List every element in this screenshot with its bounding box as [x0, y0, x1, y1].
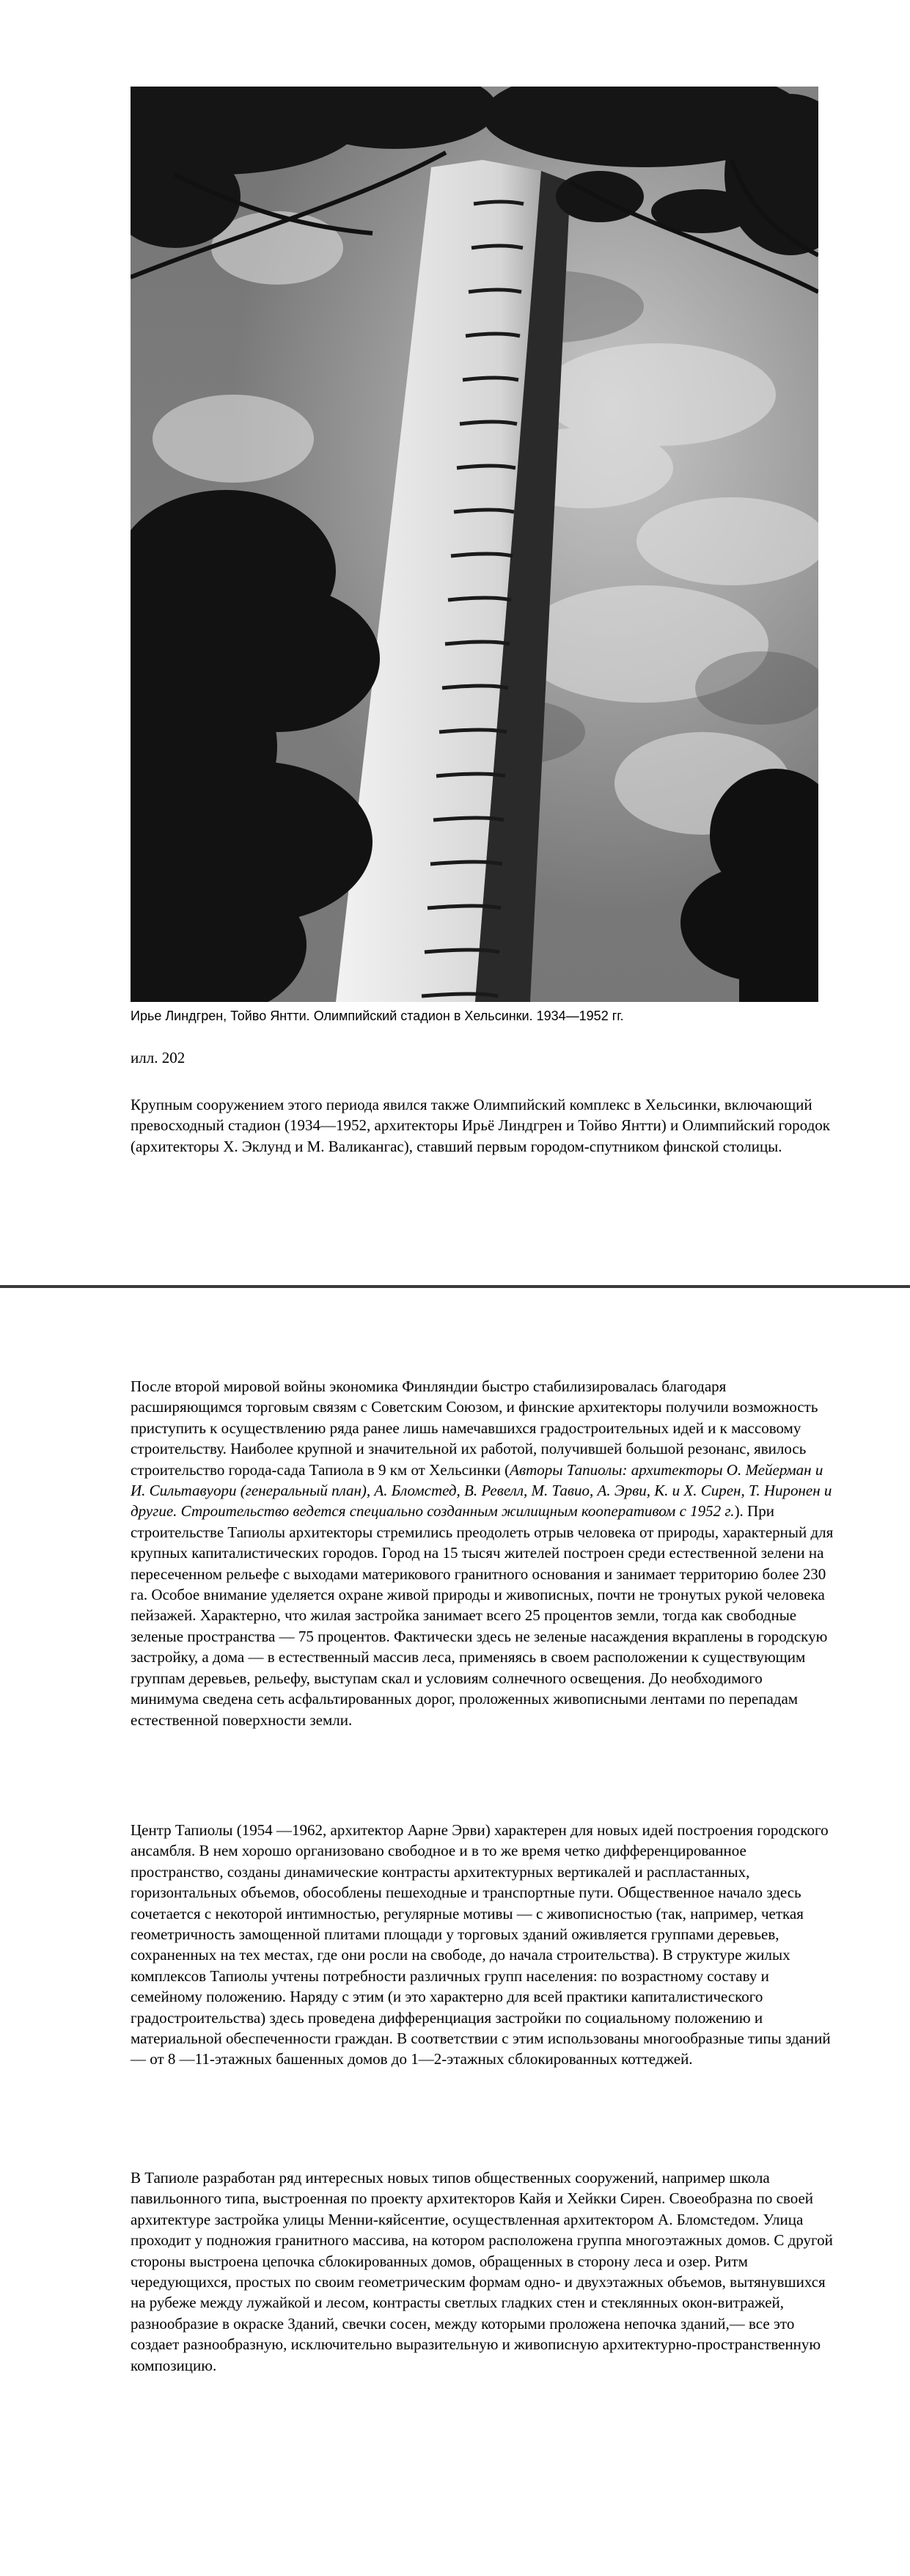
- stadium-tower-photo: [131, 87, 818, 1002]
- paragraph-text: После второй мировой войны экономика Финляндии быстро стабилизировалась благодаря расширяющимся торговым связям с Советским Союзом, и финские архитекторы получили возможность приступить к осуществлению ряда ранее лишь намечавшихся градостроительных идей и к массовому строительству. Наиболее крупной и значительной их работой, получившей большой резонанс, явилось строительство города-сада Тапиола в 9 км от Хельсинки (: [131, 1377, 818, 1479]
- page-one: [0, 0, 910, 1285]
- authors-note: Авторы Тапиолы: архитекторы О. Мейерман и И. Сильтавуори (генеральный план), А. Бломстед, В. Ревелл, М. Тавио, А. Эрви, К. и X. Сирен, Т. Ниронен и другие. Строительство ведется специально созданным жилищным кооперативом с 1952 г.: [131, 1460, 832, 1521]
- photo-illustration: [131, 87, 818, 1002]
- illustration-number: илл. 202: [131, 1049, 186, 1066]
- page1-paragraph: Крупным сооружением этого периода явился также Олимпийский комплекс в Хельсинки, включающий превосходный стадион (1934—1952, архитекторы Ирьё Линдгрен и Тойво Янтти) и Олимпийский городок (архитекторы X. Эклунд и М. Валикангас), ставший первым городом-спутником финской столицы.: [131, 1096, 830, 1155]
- figure-caption: Ирье Линдгрен, Тойво Янтти. Олимпийский стадион в Хельсинки. 1934—1952 гг.: [131, 1009, 624, 1023]
- paragraph-text: ). При строительстве Тапиолы архитекторы стремились преодолеть отрыв человека от природы, характерный для крупных капиталистических городов. Город на 15 тысяч жителей построен среди естественной зелени на пересеченном рельефе с выходами материкового гранитного основания и занимает территорию более 230 га. Особое внимание уделяется охране живой природы и живописных, почти не тронутых рукой человека пейзажей. Характерно, что жилая застройка занимает всего 25 процентов земли, тогда как свободные зеленые пространства — 75 процентов. Фактически здесь не зеленые насаждения вкраплены в городскую застройку, а дома — в естественный массив леса, применяясь в своем расположении к существующим группам деревьев, рельефу, выступам скал и условиям солнечного освещения. До необходимого минимума сведена сеть асфальтированных дорог, проложенных живописными лентами по перепадам естественной поверхности земли.: [131, 1502, 834, 1729]
- page2-paragraph-3: В Тапиоле разработан ряд интересных новых типов общественных сооружений, например школа павильонного типа, выстроенная по проекту архитекторов Кайя и Хейкки Сирен. Своеобразна по своей архитектуре застройка улицы Менни-кяйсентие, осуществленная архитектором А. Бломстедом. Улица проходит у подножия гранитного массива, на котором расположена группа многоэтажных домов. С другой стороны выстроена цепочка сблокированных домов, обращенных в сторону леса и озер. Ритм чередующихся, простых по своим геометрическим формам одно- и двухэтажных объемов, вытянувшихся на рубеже между лужайкой и лесом, контрасты светлых гладких стен и стеклянных окон-витражей, разнообразие в окраске Зданий, свечки сосен, между которыми проложена непочка зданий,— все это создает разнообразную, исключительно выразительную и живописную архитектурно-пространственную композицию.: [131, 2169, 833, 2374]
- page2-paragraph-1: [131, 1376, 834, 1730]
- page2-paragraph-2: Центр Тапиолы (1954 —1962, архитектор Аарне Эрви) характерен для новых идей построения городского ансамбля. В нем хорошо организовано свободное и в то же время четко дифференцированное пространство, созданы динамические контрасты архитектурных вертикалей и распластанных, горизонтальных объемов, обособлены пешеходные и транспортные пути. Общественное начало здесь сочетается с некоторой интимностью, регулярные мотивы — с живописностью (так, например, четкая геометричность замощенной плитами площади у торговых зданий оживляется группами деревьев, сохраненных на тех местах, где они росли на свободе, до начала строительства). В структуре жилых комплексов Тапиолы учтены потребности различных групп населения: по возрастному составу и семейному положению. Наряду с этим (и это характерно для всей практики капиталистического градостроительства) здесь проведена дифференциация застройки по социальному положению и материальной обеспеченности граждан. В соответствии с этим использованы многообразные типы зданий — от 8 —11-этажных башенных домов до 1—2-этажных сблокированных коттеджей.: [131, 1821, 831, 2068]
